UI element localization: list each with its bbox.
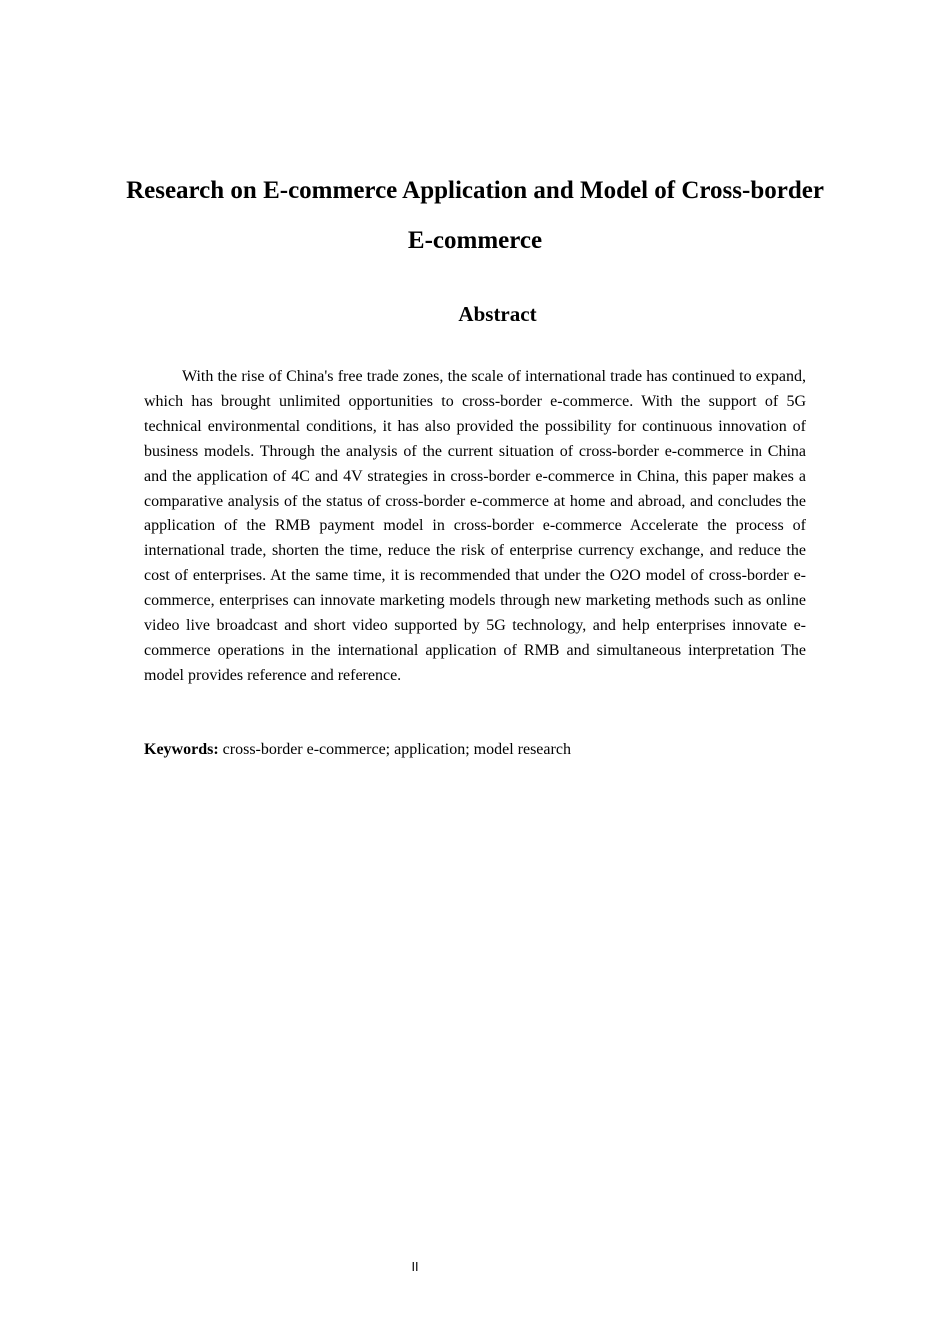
keywords-text: cross-border e-commerce; application; model research bbox=[222, 741, 571, 758]
abstract-heading: Abstract bbox=[458, 302, 537, 326]
page-number: II bbox=[411, 1260, 419, 1274]
paper-title: Research on E-commerce Application and Model of Cross-border E-commerce bbox=[126, 177, 824, 254]
keywords-line bbox=[144, 738, 806, 762]
keywords-label: Keywords: bbox=[144, 741, 219, 758]
abstract-body: With the rise of China's free trade zones, the scale of international trade has continued to expand, which has brought unlimited opportunities to cross-border e-commerce. With the support of 5G technical environmental conditions, it has also provided the possibility for continuous innovation of business models. Through the analysis of the current situation of cross-border e-commerce in China and the application of 4C and 4V strategies in cross-border e-commerce in China, this paper makes a comparative analysis of the status of cross-border e-commerce at home and abroad, and concludes the application of the RMB payment model in cross-border e-commerce Accelerate the process of international trade, shorten the time, reduce the risk of enterprise currency exchange, and reduce the cost of enterprises. At the same time, it is recommended that under the O2O model of cross-border e-commerce, enterprises can innovate marketing models through new marketing methods such as online video live broadcast and short video supported by 5G technology, and help enterprises innovate e-commerce operations in the international application of RMB and simultaneous interpretation The model provides reference and reference. bbox=[144, 368, 806, 684]
